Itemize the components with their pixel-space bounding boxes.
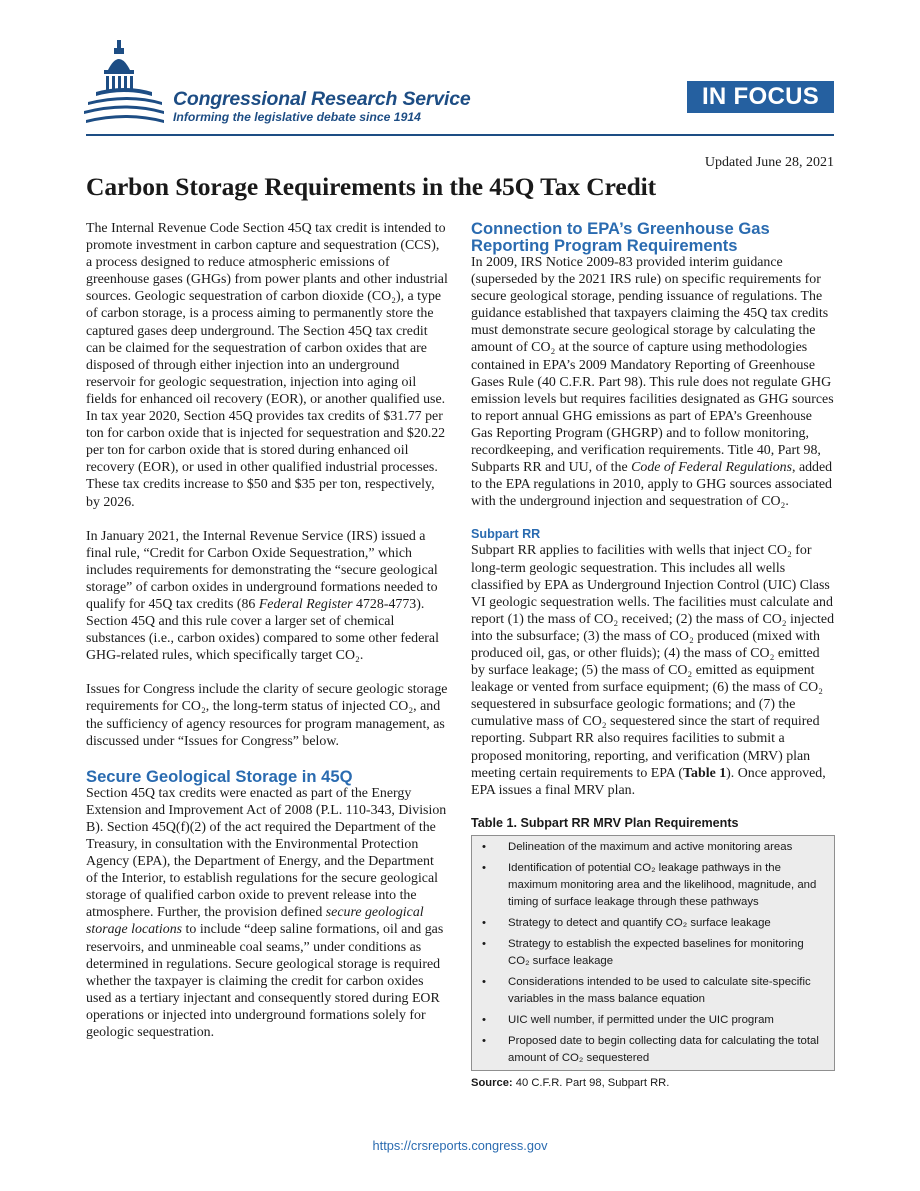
table-title: Table 1. Subpart RR MRV Plan Requirements xyxy=(471,815,739,830)
org-name: Congressional Research Service xyxy=(173,88,471,110)
page-title: Carbon Storage Requirements in the 45Q Tax Credit xyxy=(86,172,657,201)
table-row: • UIC well number, if permitted under the UIC program xyxy=(480,1012,824,1029)
issues-paragraph: Issues for Congress include the clarity of secure geologic storage requirements for CO₂, the long-term status of injected CO₂, and the sufficiency of agency resources for program management, as discussed under “Issues for Congress” below. xyxy=(86,682,448,749)
bullet-icon: • xyxy=(482,1034,486,1047)
right-column xyxy=(471,220,835,1091)
footer-url-link[interactable]: https://crsreports.congress.gov xyxy=(372,1138,548,1153)
capitol-dome-logo-icon xyxy=(84,40,164,130)
table-source: Source: 40 C.F.R. Part 98, Subpart RR. xyxy=(471,1076,670,1089)
epa-connection-paragraph: In 2009, IRS Notice 2009-83 provided interim guidance (superseded by the 2021 IRS rule) on specific requirements for secure geological storage, pending issuance of regulations. The guidance established that taxpayers claiming the 45Q tax credits must demonstrate secure geological storage by calculating the amount of CO₂ at the source of capture using methodologies contained in EPA’s 2009 Mandatory Reporting of Greenhouse Gases Rule (40 C.F.R. Part 98). This rule does not regulate GHG emission levels but requires facilities designated as GHG sources to report annual GHG emissions as part of EPA’s Greenhouse Gas Reporting Program (GHGRP) and to follow monitoring, recordkeeping, and verification requirements. Title 40, Part 98, Subparts RR and UU, of the Code of Federal Regulations, added to the EPA regulations in 2010, apply to GHG sources associated with the underground injection and sequestration of CO₂. xyxy=(471,255,834,510)
table-row: • Strategy to establish the expected baselines for monitoring CO₂ surface leakage xyxy=(482,937,804,967)
table-row: • Considerations intended to be used to calculate site-specific variables in the mass balance equation xyxy=(482,975,811,1005)
updated-date: Updated June 28, 2021 xyxy=(704,155,834,170)
table-row: • Identification of potential CO₂ leakage pathways in the maximum monitoring area and the likelihood, magnitude, and timing of surface leakage through these pathways xyxy=(482,861,817,908)
bullet-icon: • xyxy=(482,916,486,929)
section-heading-epa-connection: Connection to EPA’s Greenhouse Gas Reporting Program Requirements xyxy=(471,219,770,255)
intro-paragraph: The Internal Revenue Code Section 45Q tax credit is intended to promote investment in carbon capture and sequestration (CCS), a process designed to reduce atmospheric emissions of greenhouse gases (GHGs) from power plants and other industrial sources. Geologic sequestration of carbon dioxide (CO₂), a type of carbon storage, is a process aiming to permanently store the captured gases deep underground. The Section 45Q tax credit can be claimed for the sequestration of carbon oxides that are disposed of through either injection into an underground reservoir for geologic sequestration, injection into aging oil fields for enhanced oil recovery (EOR), or another qualified use. In tax year 2020, Section 45Q provides tax credits of $31.77 per ton for carbon oxide that is injected for sequestration and $20.22 per ton for carbon oxide that is stored during enhanced oil recovery (EOR), or used in other qualified industrial processes. These tax credits increase to $50 and $35 per ton, respectively, by 2026. xyxy=(86,221,448,510)
irs-rule-paragraph: In January 2021, the Internal Revenue Service (IRS) issued a final rule, “Credit for Carbon Oxide Sequestration,” which includes requirements for demonstrating the “secure geological storage” of carbon oxides in underground formations needed to qualify for 45Q tax credits (86 Federal Register 4728-4773). Section 45Q and this rule cover a larger set of chemical substances (i.e., carbon oxides) compared to some other federal GHG-related rules, which specifically target CO₂. xyxy=(86,528,439,664)
section-heading-secure-storage: Secure Geological Storage in 45Q xyxy=(86,766,353,786)
table-row: • Strategy to detect and quantify CO₂ surface leakage xyxy=(480,915,824,932)
requirements-table xyxy=(471,835,835,1071)
secure-storage-paragraph: Section 45Q tax credits were enacted as part of the Energy Extension and Improvement Act of 2008 (P.L. 110-343, Division B). Section 45Q(f)(2) of the act required the Department of the Treasury, in consultation with the Environmental Protection Agency (EPA), the Department of Energy, and the Department of the Interior, to establish regulations for the secure geological storage of qualified carbon oxide to prevent release into the atmosphere. Further, the provision defined secure geological storage locations to include “deep saline formations, oil and gas reservoirs, and unmineable coal seams,” under conditions as determined in regulations. Secure geological storage is required whether the taxpayer is claiming the credit for carbon oxides used as a tertiary injectant and consequently stored during EOR operations or injected into underground formations solely for geologic sequestration. xyxy=(86,785,447,1041)
bullet-icon: • xyxy=(482,1013,486,1026)
report-header xyxy=(0,0,920,140)
table-row: • Delineation of the maximum and active monitoring areas xyxy=(480,839,824,856)
bullet-icon: • xyxy=(482,840,486,853)
bullet-icon: • xyxy=(482,975,486,988)
table-row: • Proposed date to begin collecting data for calculating the total amount of CO₂ sequestered xyxy=(482,1034,819,1064)
subheading-subpart-rr: Subpart RR xyxy=(471,527,541,542)
in-focus-badge: IN FOCUS xyxy=(687,81,834,113)
org-tagline: Informing the legislative debate since 1914 xyxy=(173,110,421,124)
bullet-icon: • xyxy=(482,937,486,950)
left-column xyxy=(86,220,448,1041)
bullet-icon: • xyxy=(482,861,486,874)
header-rule xyxy=(86,134,834,136)
subpart-rr-paragraph: Subpart RR applies to facilities with wells that inject CO₂ for long-term geologic sequestration. This includes all wells classified by EPA as Underground Injection Control (UIC) Class VI geologic sequestration wells. The facilities must calculate and report (1) the mass of CO₂ received; (2) the mass of CO₂ injected into the subsurface; (3) the mass of CO₂ produced (mixed with produced oil, gas, or other fluids); (4) the mass of CO₂ emitted by surface leakage; (5) the mass of CO₂ emitted as equipment leakage or vented from surface equipment; (6) the mass of CO₂ sequestered in subsurface geologic formations; and (7) the cumulative mass of CO₂ sequestered since the start of required reporting. Subpart RR also requires facilities to submit a proposed monitoring, reporting, and verification (MRV) plan meeting certain requirements to EPA (Table 1). Once approved, EPA issues a final MRV plan. xyxy=(471,543,835,798)
